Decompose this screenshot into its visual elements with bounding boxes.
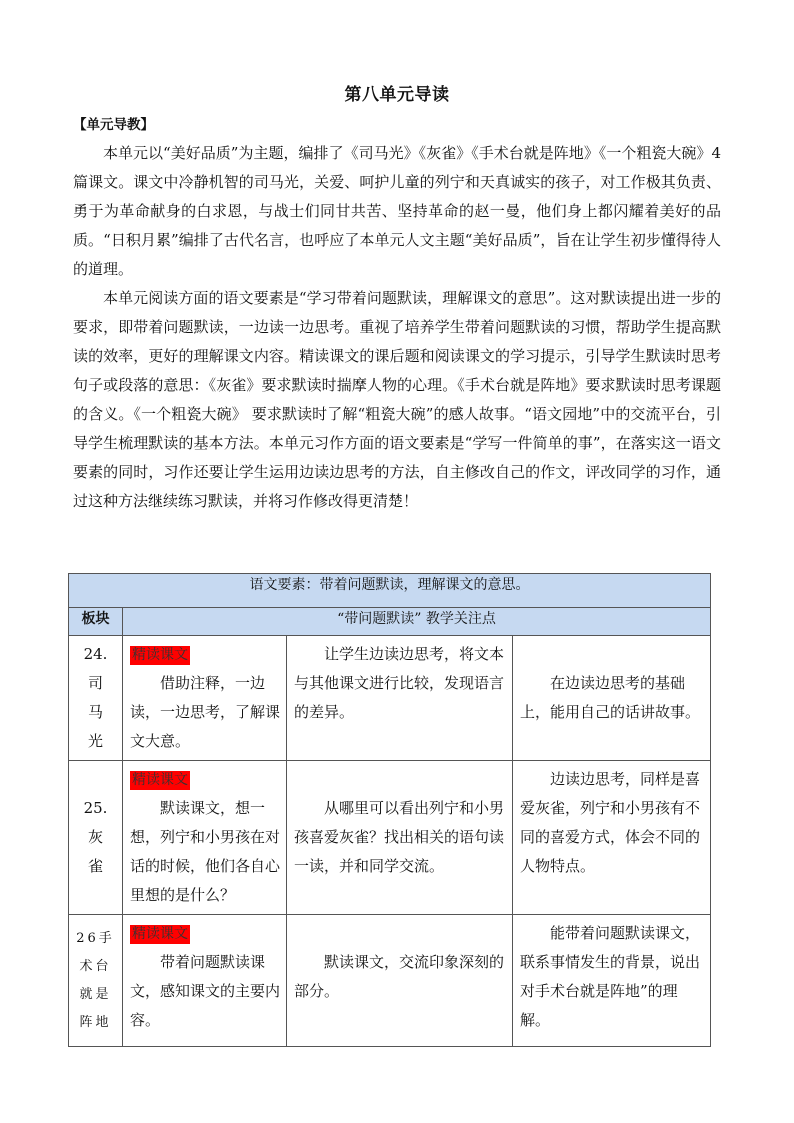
- reading-task: 借助注释，一边读，一边思考，了解课文大意。: [130, 674, 281, 750]
- intensive-reading-tag: 精读课文: [132, 772, 188, 788]
- intro-paragraph-1: 本单元以“美好品质”为主题，编排了《司马光》《灰雀》《手术台就是阵地》《一个粗瓷大碗》4篇课文。课文中冷静机智的司马光，关爱、呵护儿童的列宁和天真诚实的孩子，对工作极其负责、勇于为革命献身的白求恩，与战士们同甘共苦、坚持革命的赵一曼，他们身上都闪耀着美好的品质。“日积月累”编排了古代名言，也呼应了本单元人文主题“美好品质”，旨在让学生初步懂得待人的道理。: [73, 144, 721, 278]
- learning-goal: 能带着问题默读课文，联系事情发生的背景，说出对手术台就是阵地”的理解。: [520, 924, 701, 1029]
- reading-task-cell: [123, 636, 287, 761]
- teaching-focus-table: [68, 573, 711, 1047]
- teaching-point: 从哪里可以看出列宁和小男孩喜爱灰雀？找出相关的语句读一读，并和同学交流。: [294, 799, 505, 875]
- intensive-reading-tag: 精读课文: [132, 647, 188, 663]
- learning-goal-cell: [513, 915, 711, 1047]
- table-row: [69, 761, 711, 915]
- teaching-point-cell: [287, 915, 513, 1047]
- reading-task: 带着问题默读课文，感知课文的主要内容。: [130, 953, 281, 1029]
- section-label: 【单元导教】: [73, 117, 154, 133]
- reading-task-cell: [123, 761, 287, 915]
- intro-body: [73, 139, 721, 516]
- reading-task-cell: [123, 915, 287, 1047]
- intro-paragraph-2: 本单元阅读方面的语文要素是“学习带着问题默读，理解课文的意思”。这对默读提出进一步的要求，即带着问题默读，一边读一边思考。重视了培养学生带着问题默读的习惯，帮助学生提高默读的效率，更好的理解课文内容。精读课文的课后题和阅读课文的学习提示，引导学生默读时思考句子或段落的意思：《灰雀》要求默读时揣摩人物的心理。《手术台就是阵地》要求默读时思考课题的含义。《一个粗瓷大碗》 要求默读时了解“粗瓷大碗”的感人故事。“语文园地”中的交流平台，引导学生梳理默读的基本方法。本单元习作方面的语文要素是“学写一件简单的事”，在落实这一语文要素的同时，习作还要让学生运用边读边思考的方法，自主修改自己的作文，评改同学的习作，通过这种方法继续练习默读，并将习作修改得更清楚！: [73, 289, 721, 510]
- lesson-title: 24. 司 马 光: [69, 636, 123, 761]
- teaching-point: 让学生边读边思考，将文本与其他课文进行比较，发现语言的差异。: [294, 645, 505, 721]
- lesson-title: 25. 灰 雀: [69, 761, 123, 915]
- table-row: [69, 636, 711, 761]
- learning-goal: 在边读边思考的基础上，能用自己的话讲故事。: [520, 674, 701, 721]
- teaching-point-cell: [287, 636, 513, 761]
- lesson-title: 26手 术台 就是 阵地: [69, 915, 123, 1047]
- teaching-point: 默读课文，交流印象深刻的部分。: [294, 953, 505, 1000]
- page-title: 第八单元导读: [344, 85, 450, 105]
- learning-goal-cell: [513, 761, 711, 915]
- learning-goal: 边读边思考，同样是喜爱灰雀，列宁和小男孩有不同的喜爱方式，体会不同的人物特点。: [520, 770, 701, 875]
- table-header-row: [69, 608, 711, 636]
- reading-task: 默读课文，想一想，列宁和小男孩在对话的时候，他们各自心里想的是什么？: [130, 799, 281, 904]
- intensive-reading-tag: 精读课文: [132, 926, 188, 942]
- column-header-focus: “带问题默读” 教学关注点: [123, 608, 711, 636]
- table-banner-row: [69, 574, 711, 608]
- teaching-point-cell: [287, 761, 513, 915]
- column-header-block: 板块: [69, 608, 123, 636]
- learning-goal-cell: [513, 636, 711, 761]
- table-row: [69, 915, 711, 1047]
- table-banner: 语文要素：带着问题默读，理解课文的意思。: [69, 574, 711, 608]
